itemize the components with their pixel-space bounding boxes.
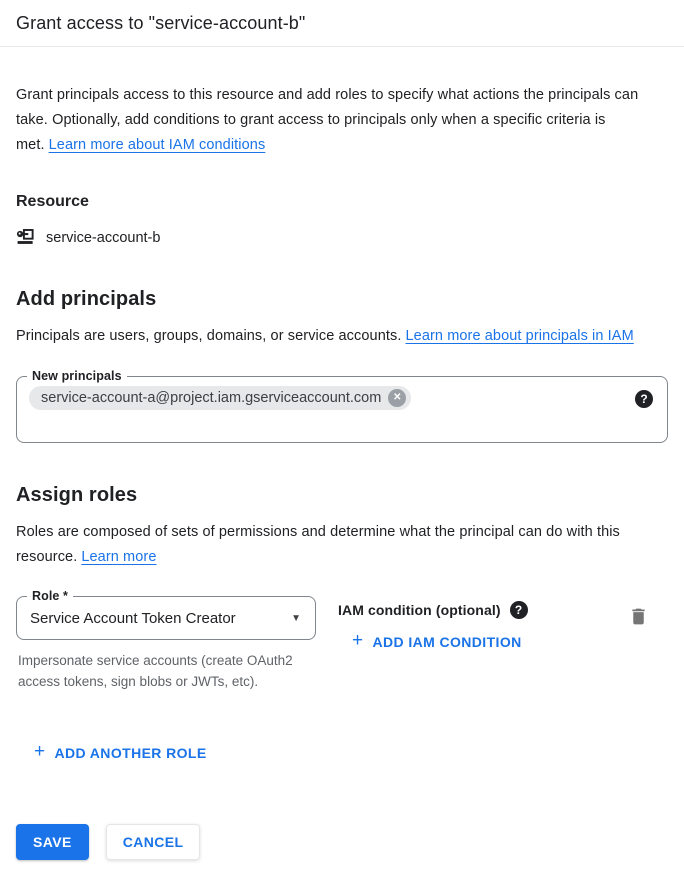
plus-icon: + [34, 741, 46, 762]
new-principals-field[interactable] [16, 369, 668, 443]
principal-chip-text: service-account-a@project.iam.gserviceaccount.com [41, 390, 382, 406]
roles-description [16, 520, 668, 570]
principals-description [16, 324, 668, 349]
chip-remove-button[interactable] [388, 389, 406, 407]
role-row [16, 589, 668, 692]
save-button[interactable]: SAVE [16, 824, 89, 860]
roles-desc-text: Roles are composed of sets of permissions and determine what the principal can do with this resource. [16, 524, 620, 565]
principal-chip [29, 386, 411, 410]
role-select[interactable] [16, 589, 316, 640]
delete-role-button[interactable] [626, 604, 651, 632]
resource-heading: Resource [16, 193, 89, 210]
help-glyph: ? [514, 603, 523, 617]
iam-condition-column [338, 596, 626, 657]
add-iam-condition-label: ADD IAM CONDITION [372, 633, 522, 650]
intro-paragraph [16, 83, 668, 158]
role-column [16, 589, 316, 692]
help-glyph: ? [640, 392, 648, 406]
intro-text: Grant principals access to this resource and add roles to specify what actions the principals can take. Optionally, add conditions to grant access to principals only when a specific criteria is met. [16, 87, 639, 153]
principals-desc-text: Principals are users, groups, domains, or service accounts. [16, 328, 402, 344]
new-principals-label: New principals [27, 368, 127, 385]
role-select-label: Role * [27, 588, 73, 605]
resource-name: service-account-b [46, 229, 161, 246]
iam-condition-label: IAM condition (optional) [338, 602, 501, 618]
add-another-role-label: ADD ANOTHER ROLE [54, 744, 207, 761]
roles-learn-more-link[interactable]: Learn more [81, 549, 157, 565]
dialog-content [0, 83, 684, 860]
add-principals-heading: Add principals [16, 288, 157, 310]
iam-condition-help-icon[interactable] [510, 601, 528, 619]
role-help-text: Impersonate service accounts (create OAuth2 access tokens, sign blobs or JWTs, etc). [18, 653, 293, 689]
assign-roles-heading: Assign roles [16, 484, 138, 506]
dialog-actions [16, 824, 668, 860]
principals-help-icon[interactable] [635, 390, 653, 408]
close-icon: ✕ [393, 392, 402, 403]
trash-icon [628, 606, 649, 627]
plus-icon: + [352, 630, 364, 651]
add-another-role-button[interactable] [26, 737, 215, 768]
resource-row [16, 228, 668, 247]
dialog-title: Grant access to "service-account-b" [16, 13, 306, 33]
principals-learn-more-link[interactable]: Learn more about principals in IAM [405, 328, 634, 344]
iam-conditions-link[interactable]: Learn more about IAM conditions [48, 137, 266, 153]
iam-condition-label-row [338, 601, 626, 619]
dialog-header [0, 0, 684, 47]
chevron-down-icon: ▼ [291, 612, 301, 624]
cancel-button[interactable]: CANCEL [106, 824, 201, 860]
role-select-value: Service Account Token Creator [30, 609, 236, 627]
add-iam-condition-button[interactable] [344, 626, 530, 657]
service-account-icon [16, 228, 35, 247]
